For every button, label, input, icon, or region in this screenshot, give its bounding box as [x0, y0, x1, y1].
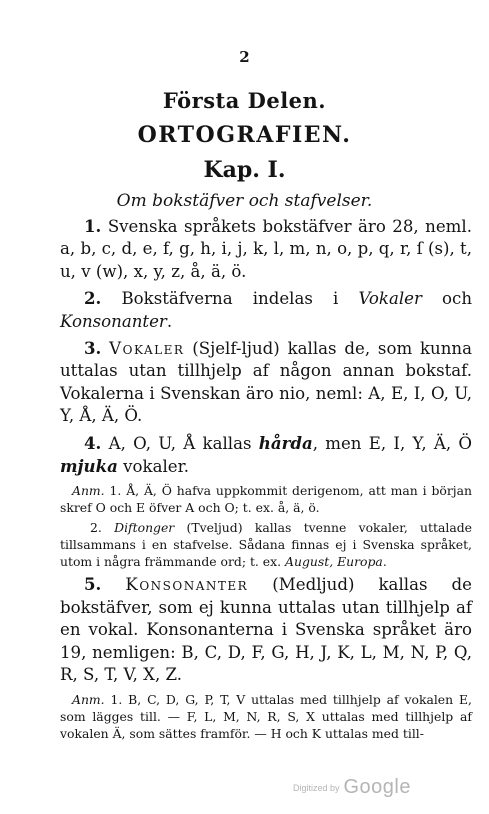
example-words: August, Europa — [285, 554, 383, 570]
term-konsonanter: Konsonanter — [60, 311, 167, 331]
footnote-2 — [60, 519, 472, 570]
paragraph-number: 5. — [84, 574, 102, 595]
section-title: ORTOGRAFIEN. — [137, 122, 352, 148]
term-mjuka: mjuka — [60, 456, 118, 477]
paragraph-text: . — [166, 311, 173, 331]
paragraph-text: Bokstäfverna indelas i — [121, 289, 339, 309]
footnote-3 — [60, 691, 472, 742]
paragraph-text: och — [442, 289, 473, 309]
term-konsonanter-caps: Konsonanter — [125, 575, 249, 595]
chapter-heading: Kap. I. — [203, 157, 286, 183]
note-text: Å, Ä, Ö hafva uppkommit derigenom, att man i början skref O och E öfver A och O; t. ex. å, ä, ö. — [60, 483, 472, 516]
page-number: 2 — [239, 48, 250, 66]
term-diftonger: Diftonger — [114, 520, 175, 536]
footnote-1 — [60, 482, 472, 516]
paragraph-1 — [60, 215, 472, 283]
google-watermark — [293, 776, 411, 799]
watermark-caption: Digitized by — [292, 783, 340, 793]
page-body — [60, 215, 472, 745]
note-text: . — [382, 554, 387, 570]
chapter-subtitle: Om bokstäfver och stafvelser. — [116, 191, 373, 211]
part-title: Första Delen. — [162, 88, 327, 113]
google-logo: Google — [343, 776, 411, 798]
paragraph-text: vokaler. — [123, 457, 189, 477]
note-label: Anm. — [72, 691, 105, 707]
paragraph-5 — [60, 573, 472, 686]
paragraph-text: Svenska språkets bokstäfver äro 28, neml. a, b, c, d, e, f, g, h, i, j, k, l, m, n, o, p, q, r, ſ (s), t, u, v (w), x, y, z, å, ä, ö. — [60, 217, 472, 281]
note-number: 1. — [110, 691, 123, 707]
note-number: 1. — [109, 483, 122, 499]
note-number: 2. — [90, 520, 102, 536]
paragraph-4 — [60, 432, 472, 479]
term-harda: hårda — [258, 432, 313, 453]
term-vokaler: Vokaler — [358, 289, 422, 309]
note-text: (Tveljud) kallas tvenne vokaler, uttalade tillsammans i en stafvelse. Sådana finnas ej i Svenska språket, utom i några främmande ord; t. ex. — [60, 520, 472, 570]
paragraph-text: (Sjelf-ljud) kallas de, som kunna uttalas utan tillhjelp af någon annan bokstaf. Vokalerna i Svenskan äro nio, neml: A, E, I, O, U, Y, Å, Ä, Ö. — [60, 339, 473, 426]
term-vokaler-caps: Vokaler — [109, 339, 185, 359]
paragraph-text: A, O, U, Å kallas — [108, 433, 252, 453]
paragraph-number: 2. — [84, 288, 102, 309]
paragraph-number: 1. — [84, 216, 102, 236]
paragraph-number: 4. — [84, 432, 102, 453]
paragraph-text: (Medljud) kallas de bokstäfver, som ej kunna uttalas utan tillhjelp af en vokal. Konsonanterna i Svenska språket äro 19, nemligen: B, C, D, F, G, H, J, K, L, M, N, P, Q, R, S, T, V, X, Z. — [60, 575, 473, 685]
paragraph-number: 3. — [84, 338, 102, 359]
paragraph-3 — [60, 337, 472, 428]
note-label: Anm. — [72, 483, 105, 499]
note-text: B, C, D, G, P, T, V uttalas med tillhjelp af vokalen E, som lägges till. — F, L, M, N, R, S, X uttalas med tillhjelp af vokalen Ä, som sättes framför. — H och K uttalas med till- — [60, 691, 472, 741]
paragraph-2 — [60, 287, 472, 333]
paragraph-text: , men E, I, Y, Ä, Ö — [312, 433, 472, 453]
